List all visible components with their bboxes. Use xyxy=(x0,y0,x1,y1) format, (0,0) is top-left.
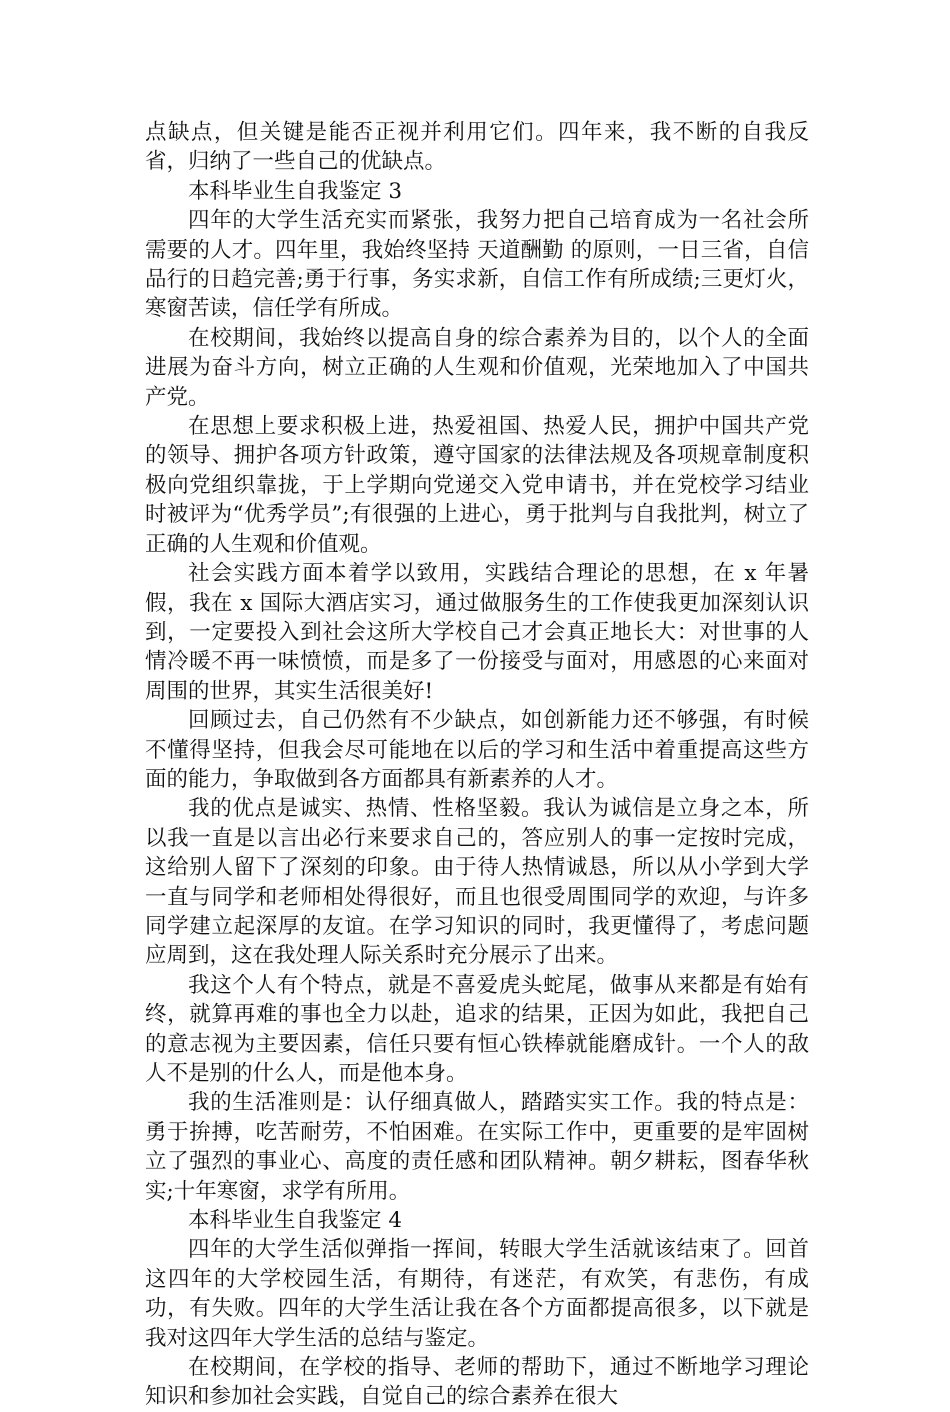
paragraph: 我的生活准则是：认仔细真做人，踏踏实实工作。我的特点是：勇于拚搏，吃苦耐劳，不怕困难。在实际工作中，更重要的是牢固树立了强烈的事业心、高度的责任感和团队精神。朝夕耕耘，图春华秋实;十年寒窗，求学有所用。 xyxy=(145,1090,809,1204)
section-heading-3: 本科毕业生自我鉴定 3 xyxy=(188,178,403,204)
document-body xyxy=(145,118,809,1412)
section-heading-4: 本科毕业生自我鉴定 4 xyxy=(188,1208,403,1234)
paragraph: 四年的大学生活充实而紧张，我努力把自己培育成为一名社会所需要的人才。四年里，我始终坚持 天道酬勤 的原则，一日三省，自信品行的日趋完善;勇于行事，务实求新，自信工作有所成绩;三更灯火，寒窗苦读，信任学有所成。 xyxy=(145,208,809,322)
paragraph: 在校期间，我始终以提高自身的综合素养为目的，以个人的全面进展为奋斗方向，树立正确的人生观和价值观，光荣地加入了中国共产党。 xyxy=(145,325,809,410)
paragraph: 我的优点是诚实、热情、性格坚毅。我认为诚信是立身之本，所以我一直是以言出必行来要求自己的，答应别人的事一定按时完成，这给别人留下了深刻的印象。由于待人热情诚恳，所以从小学到大学一直与同学和老师相处得很好，而且也很受周围同学的欢迎，与许多同学建立起深厚的友谊。在学习知识的同时，我更懂得了，考虑问题应周到，这在我处理人际关系时充分展示了出来。 xyxy=(145,796,809,969)
paragraph: 社会实践方面本着学以致用，实践结合理论的思想，在 x 年暑假，我在 x 国际大酒店实习，通过做服务生的工作使我更加深刻认识到，一定要投入到社会这所大学校自己才会真正地长大：对世事的人情冷暖不再一味愤愤，而是多了一份接受与面对，用感恩的心来面对周围的世界，其实生活很美好! xyxy=(145,561,809,704)
paragraph: 在校期间，在学校的指导、老师的帮助下，通过不断地学习理论知识和参加社会实践，自觉自己的综合素养在很大 xyxy=(145,1355,809,1410)
paragraph: 四年的大学生活似弹指一挥间，转眼大学生活就该结束了。回首这四年的大学校园生活，有期待，有迷茫，有欢笑，有悲伤，有成功，有失败。四年的大学生活让我在各个方面都提高很多，以下就是我对这四年大学生活的总结与鉴定。 xyxy=(145,1237,809,1351)
paragraph: 回顾过去，自己仍然有不少缺点，如创新能力还不够强，有时候不懂得坚持，但我会尽可能地在以后的学习和生活中着重提高这些方面的能力，争取做到各方面都具有新素养的人才。 xyxy=(145,708,809,792)
paragraph-continuation: 点缺点，但关键是能否正视并利用它们。四年来，我不断的自我反省，归纳了一些自己的优缺点。 xyxy=(145,120,809,175)
paragraph: 我这个人有个特点，就是不喜爱虎头蛇尾，做事从来都是有始有终，就算再难的事也全力以赴，追求的结果，正因为如此，我把自己的意志视为主要因素，信任只要有恒心铁棒就能磨成针。一个人的敌人不是别的什么人，而是他本身。 xyxy=(145,972,809,1086)
paragraph: 在思想上要求积极上进，热爱祖国、热爱人民，拥护中国共产党的领导、拥护各项方针政策，遵守国家的法律法规及各项规章制度积极向党组织靠拢，于上学期向党递交入党申请书，并在党校学习结业时被评为“优秀学员”;有很强的上进心，勇于批判与自我批判，树立了正确的人生观和价值观。 xyxy=(145,414,809,557)
